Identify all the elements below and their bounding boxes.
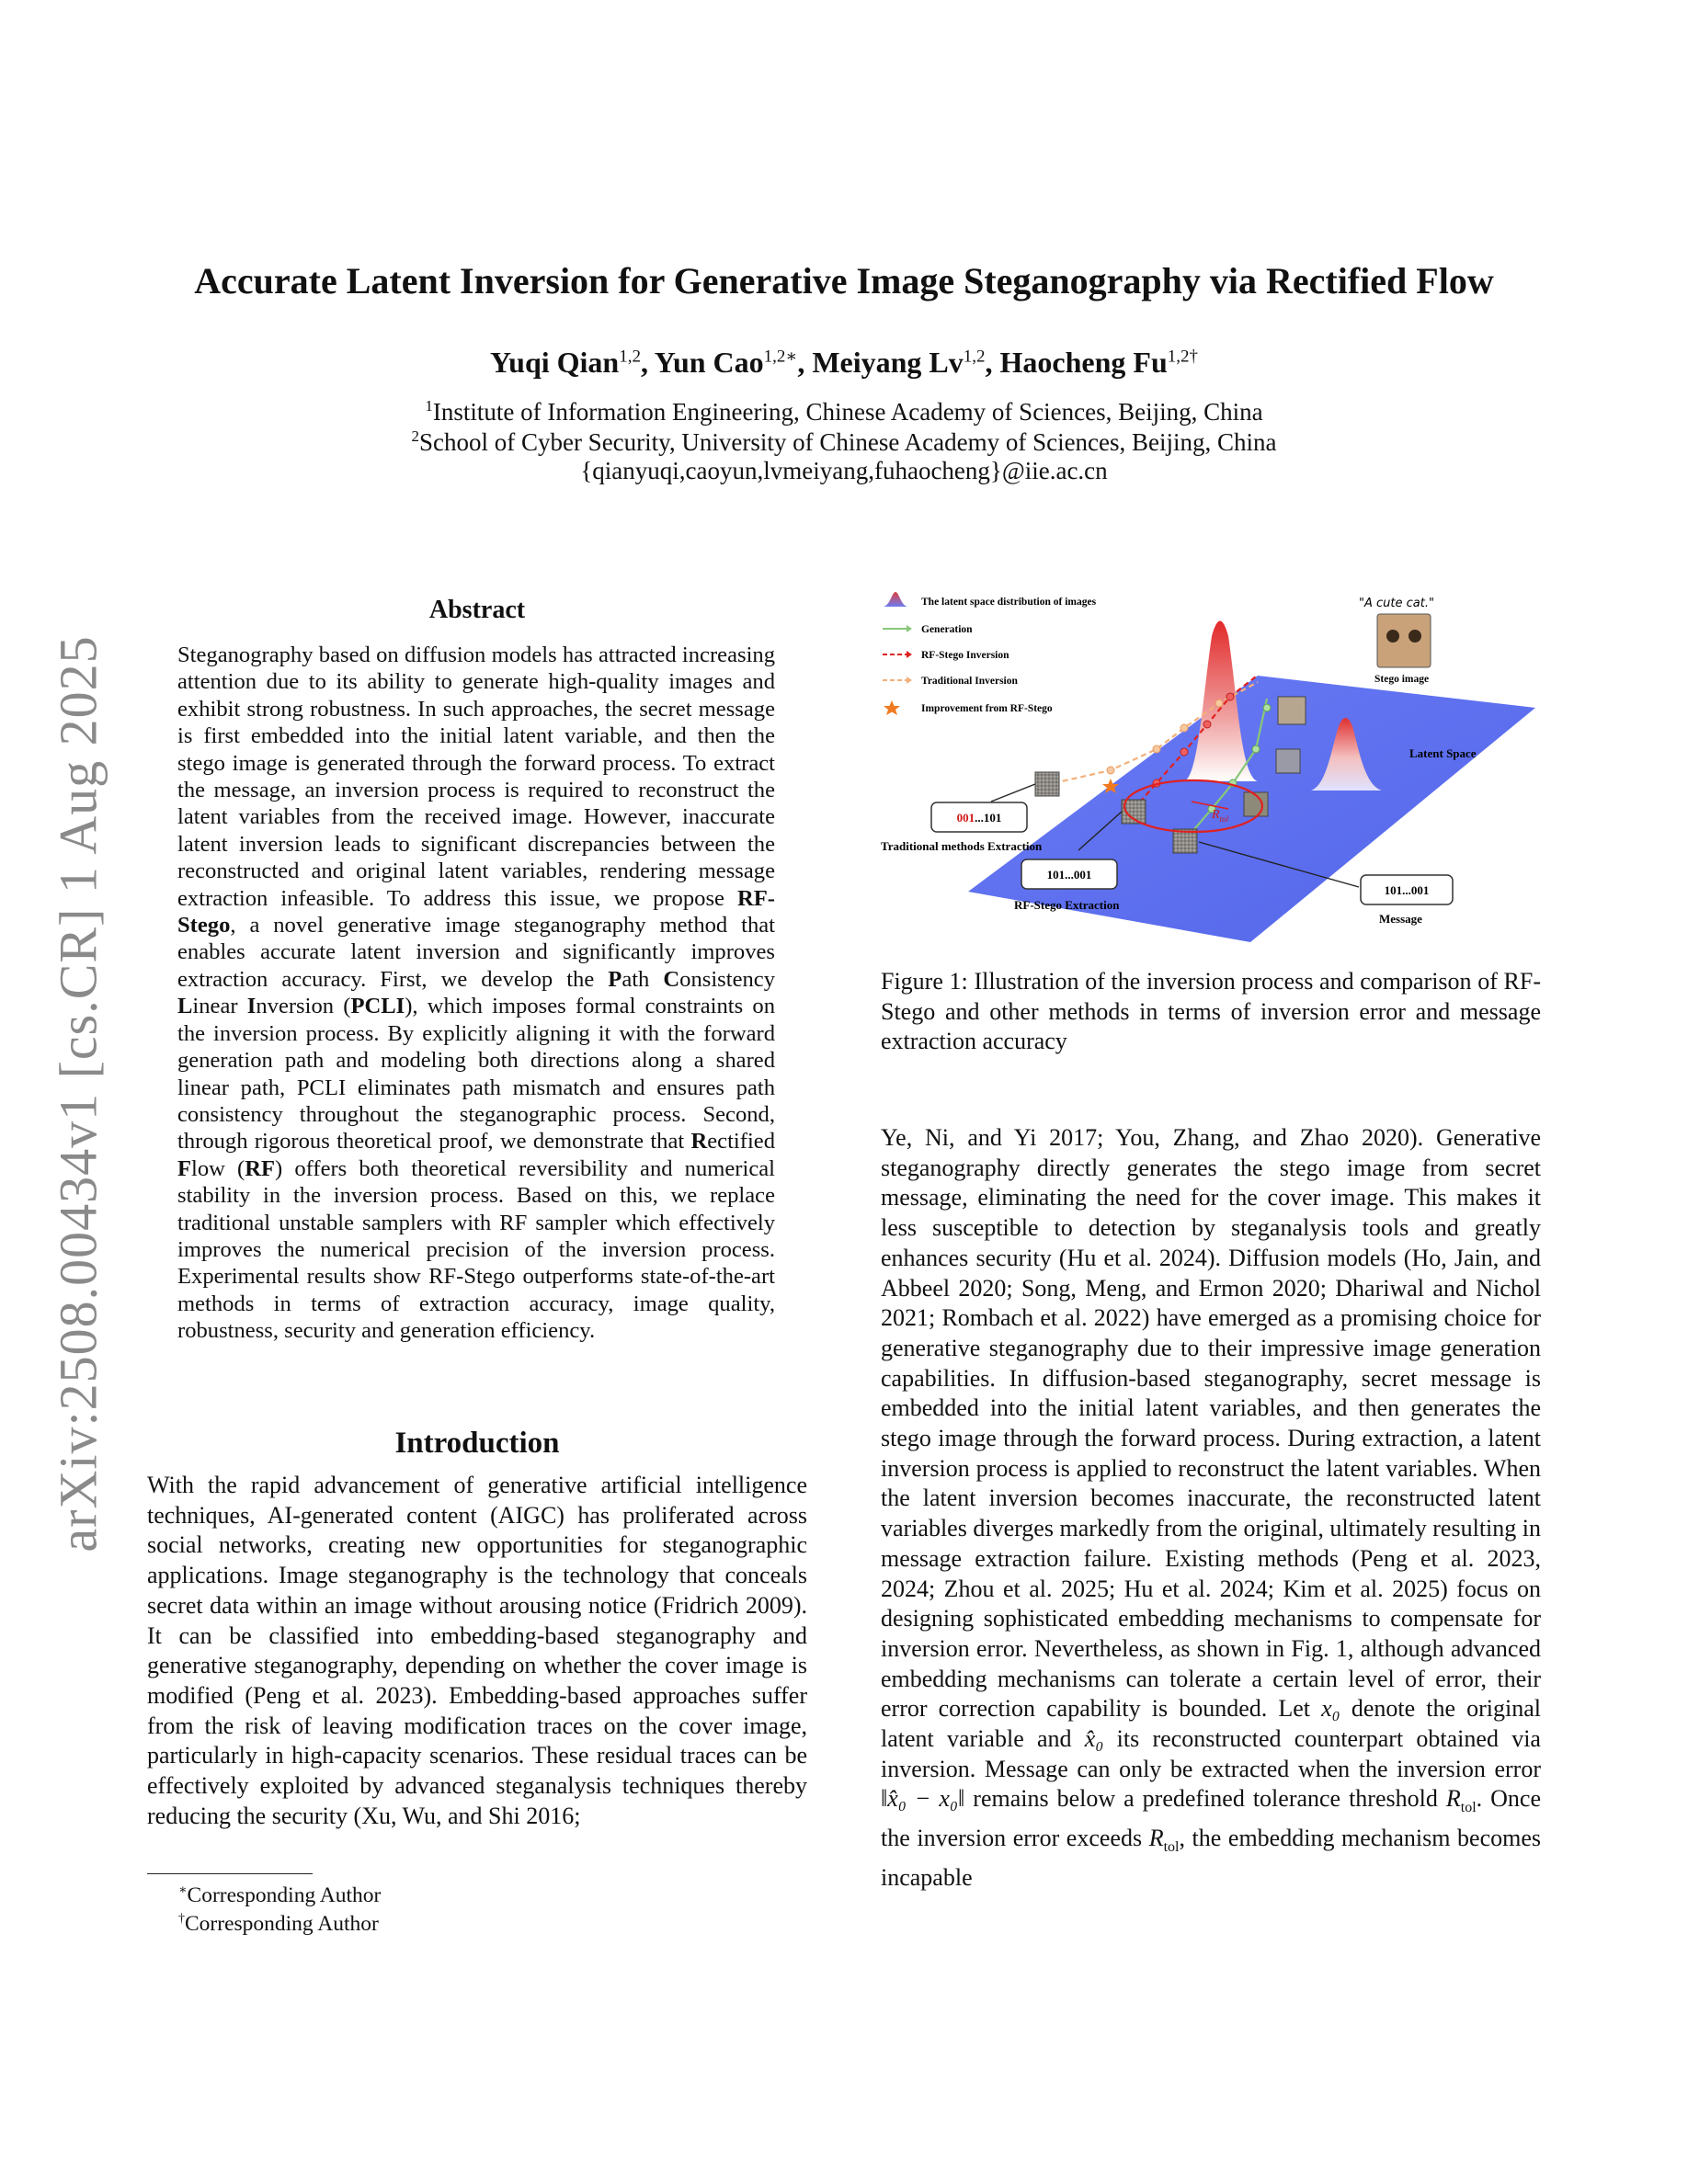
stego-image-label: Stego image	[1374, 674, 1430, 685]
stego-image-thumbnail	[1377, 614, 1431, 667]
trad-error-bits: 001	[956, 811, 975, 825]
acronym-letter: F	[177, 1155, 192, 1181]
acronym-letter: P	[608, 966, 622, 992]
connector-line	[991, 784, 1035, 802]
legend-arrow-icon	[907, 651, 912, 658]
affiliation-text: School of Cyber Security, University of Chinese Academy of Sciences, Beijing, China	[418, 428, 1277, 456]
math-inversion-error: ‖x̂₀ − x₀‖	[881, 1785, 965, 1813]
author-name: Meiyang Lv	[812, 346, 964, 379]
affiliation-sup: 2	[411, 427, 419, 445]
affiliation-1	[0, 397, 1688, 427]
math-x0-hat: x̂₀	[1084, 1725, 1104, 1753]
star-icon	[884, 700, 900, 715]
author-name: Yun Cao	[654, 346, 764, 379]
paper-title: Accurate Latent Inversion for Generative Image Steganography via Rectified Flow	[194, 260, 1494, 301]
noise-latent-thumbnail	[1035, 772, 1059, 796]
author-name: Haocheng Fu	[999, 346, 1168, 379]
author-affil-sup: 1,2	[963, 347, 986, 367]
message-bits: 101...001	[1384, 883, 1430, 897]
body-text: remains below a predefined tolerance threshold	[964, 1785, 1446, 1813]
trad-extraction-label: Traditional methods Extraction	[881, 839, 1043, 853]
abstract-text: , a novel generative image steganography method that enables accurate latent inversion and significantly improves extraction accuracy. First, we develop the	[177, 913, 775, 992]
r-tol-symbol: R	[1212, 808, 1220, 822]
abstract-text: (	[334, 994, 351, 1019]
abstract-text: low	[191, 1155, 225, 1181]
cat-eye-icon	[1386, 630, 1399, 643]
abstract-heading: Abstract	[428, 596, 526, 624]
cat-eye-icon	[1409, 630, 1421, 643]
abstract-text: (	[224, 1155, 245, 1181]
abstract-body	[177, 642, 775, 1345]
footnote-1	[178, 1883, 381, 1908]
r-tol-subscript: tol	[1219, 814, 1229, 824]
author-affil-sup: 1,2	[619, 347, 641, 367]
abstract-text: Steganography based on diffusion models has attracted increasing attention due to its ability to generate high-quality images and exhibit strong robustness. In such approaches, the secret message is first embedded into the initial latent variable, and then the stego image is generated through the forward process. To extract the message, an inversion process is required to reconstruct the latent variables from the received image. However, inaccurate latent inversion leads to significant discrepancies between the reconstructed and original latent variables, rendering message extraction infeasible. To address this issue, we propose	[177, 643, 775, 911]
footnote-rule	[147, 1873, 313, 1874]
rf-extraction-bits: 101...001	[1046, 868, 1092, 882]
body-text: Ye, Ni, and Yi 2017; You, Zhang, and Zhao 2020). Generative steganography directly generates the stego image from secret message, eliminating the need for the cover image. This makes it less susceptible to detection by steganalysis tools and greatly enhances security (Hu et al. 2024). Diffusion models (Ho, Jain, and Abbeel 2020; Song, Meng, and Ermon 2020; Dhariwal and Nichol 2021; Rombach et al. 2022) have emerged as a promising choice for generative steganography due to their impressive image generation capabilities. In diffusion-based steganography, secret message is embedded into the initial latent variables, and then generates the stego image through the forward process. During extraction, a latent inversion process is applied to reconstruct the latent variables. When the latent inversion becomes inaccurate, the reconstructed latent variables diverges markedly from the original, ultimately resulting in message extraction failure. Existing methods (Peng et al. 2023, 2024; Zhou et al. 2025; Hu et al. 2024; Kim et al. 2025) focus on designing sophisticated embedding mechanisms to compensate for inversion error. Nevertheless, as shown in Fig. 1, although advanced embedding mechanisms can tolerate a certain level of error, their error correction capability is bounded. Let	[881, 1124, 1541, 1723]
acronym-letter: I	[246, 994, 257, 1019]
math-x0: x₀	[1321, 1695, 1340, 1723]
trad-correct-bits: ...101	[975, 811, 1002, 825]
math-r-tol-subscript: tol	[1163, 1839, 1180, 1856]
footnote-text: Corresponding Author	[187, 1883, 382, 1907]
message-label: Message	[1379, 912, 1422, 926]
introduction-heading: Introduction	[394, 1427, 560, 1460]
legend-improvement-label: Improvement from RF-Stego	[921, 703, 1053, 714]
acronym-letter: L	[177, 994, 193, 1019]
intermediate-thumbnail	[1278, 697, 1306, 724]
abstract-text: nversion	[256, 994, 335, 1019]
footnote-mark: ∗	[178, 1883, 188, 1897]
author-name: Yuqi Qian	[489, 346, 620, 379]
acronym-letter: R	[690, 1129, 708, 1155]
acronym-letter: C	[663, 966, 680, 992]
affiliation-2	[0, 427, 1688, 457]
author-affil-sup: 1,2∗	[763, 347, 798, 367]
body-text: . Once the inversion error exceeds	[881, 1785, 1541, 1852]
legend-rf-label: RF-Stego Inversion	[921, 650, 1009, 661]
affiliation-sup: 1	[425, 397, 433, 415]
footnote-text: Corresponding Author	[185, 1912, 379, 1936]
legend-trad-label: Traditional Inversion	[921, 676, 1018, 687]
abstract-text: ), which imposes formal constraints on the inversion process. By explicitly aligning it with the forward generation path and modeling both directions along a shared linear path, PCLI eliminates path mismatch and ensures path consistency throughout the steganographic process. Second, through rigorous theoretical proof, we demonstrate that	[177, 994, 775, 1155]
figure-1	[881, 588, 1543, 942]
author-emails: {qianyuqi,caoyun,lvmeiyang,fuhaocheng}@iie.ac.cn	[580, 457, 1108, 484]
abstract-text: ) offers both theoretical reversibility and numerical stability in the inversion process. Based on this, we replace traditional unstable samplers with RF sampler which effectively improves the numerical precision of the inversion process. Experimental results show RF-Stego outperforms state-of-the-art methods in terms of extraction accuracy, image quality, robustness, security and generation efficiency.	[177, 1155, 775, 1344]
legend-distribution-icon	[883, 592, 908, 607]
legend-arrow-icon	[907, 677, 912, 684]
arxiv-id: arXiv:2508.00434v1 [cs.CR] 1 Aug 2025	[48, 635, 108, 1553]
trad-extraction-bits	[957, 811, 1002, 825]
math-r-tol-subscript: tol	[1460, 1800, 1477, 1816]
abstract-text: ath	[622, 966, 664, 992]
math-r-tol: R	[1445, 1785, 1461, 1813]
right-column-body	[881, 1123, 1541, 1894]
footnote-2	[178, 1912, 379, 1937]
prompt-text: "A cute cat."	[1359, 597, 1434, 610]
legend-generation-label: Generation	[921, 624, 973, 635]
acronym: RF	[245, 1155, 276, 1181]
introduction-paragraph: With the rapid advancement of generative artificial intelligence techniques, AI-generated content (AIGC) has proliferated across social networks, creating new opportunities for steganographic applications. Image steganography is the technology that conceals secret data within an image without arousing notice (Fridrich 2009). It can be classified into embedding-based steganography and generative steganography, depending on whether the cover image is modified (Peng et al. 2023). Embedding-based approaches suffer from the risk of leaving modification traces on the cover image, particularly in high-capacity scenarios. These residual traces can be effectively exploited by advanced steganalysis techniques thereby reducing the security (Xu, Wu, and Shi 2016;	[147, 1472, 807, 1829]
math-r-tol: R	[1148, 1825, 1164, 1852]
acronym: PCLI	[350, 994, 405, 1019]
footnote-mark: †	[178, 1912, 185, 1927]
body-text: denote the original latent variable and	[881, 1695, 1541, 1753]
legend-arrow-icon	[907, 625, 912, 632]
figure-caption: Figure 1: Illustration of the inversion process and comparison of RF-Stego and other methods in terms of inversion error and message extraction accuracy	[881, 968, 1541, 1054]
legend-distribution-label: The latent space distribution of images	[921, 597, 1097, 608]
method-name: RF-Stego	[177, 885, 775, 938]
introduction-body	[147, 1471, 807, 1831]
abstract-text: onsistency	[679, 966, 775, 992]
latent-space-label: Latent Space	[1409, 746, 1477, 760]
abstract-text: inear	[192, 994, 247, 1019]
affiliation-text: Institute of Information Engineering, Chinese Academy of Sciences, Beijing, China	[432, 398, 1263, 426]
rf-extraction-label: RF-Stego Extraction	[1014, 898, 1120, 912]
arxiv-sidebar	[18, 607, 138, 1581]
body-text: its reconstructed counterpart obtained via inversion. Message can only be extracted when the inversion error	[881, 1725, 1541, 1782]
author-affil-sup: 1,2†	[1167, 347, 1198, 367]
abstract-text: ectified	[707, 1129, 775, 1155]
intermediate-thumbnail	[1276, 749, 1300, 773]
author-list: Yuqi Qian$^{1,2}$, Yun Cao$^{1,2∗}$, Meiyang Lv$^{1,2}$, Haocheng $Fu^{1,2\dagger}$	[489, 346, 1198, 379]
body-text: , the embedding mechanism becomes incapable	[881, 1825, 1541, 1892]
